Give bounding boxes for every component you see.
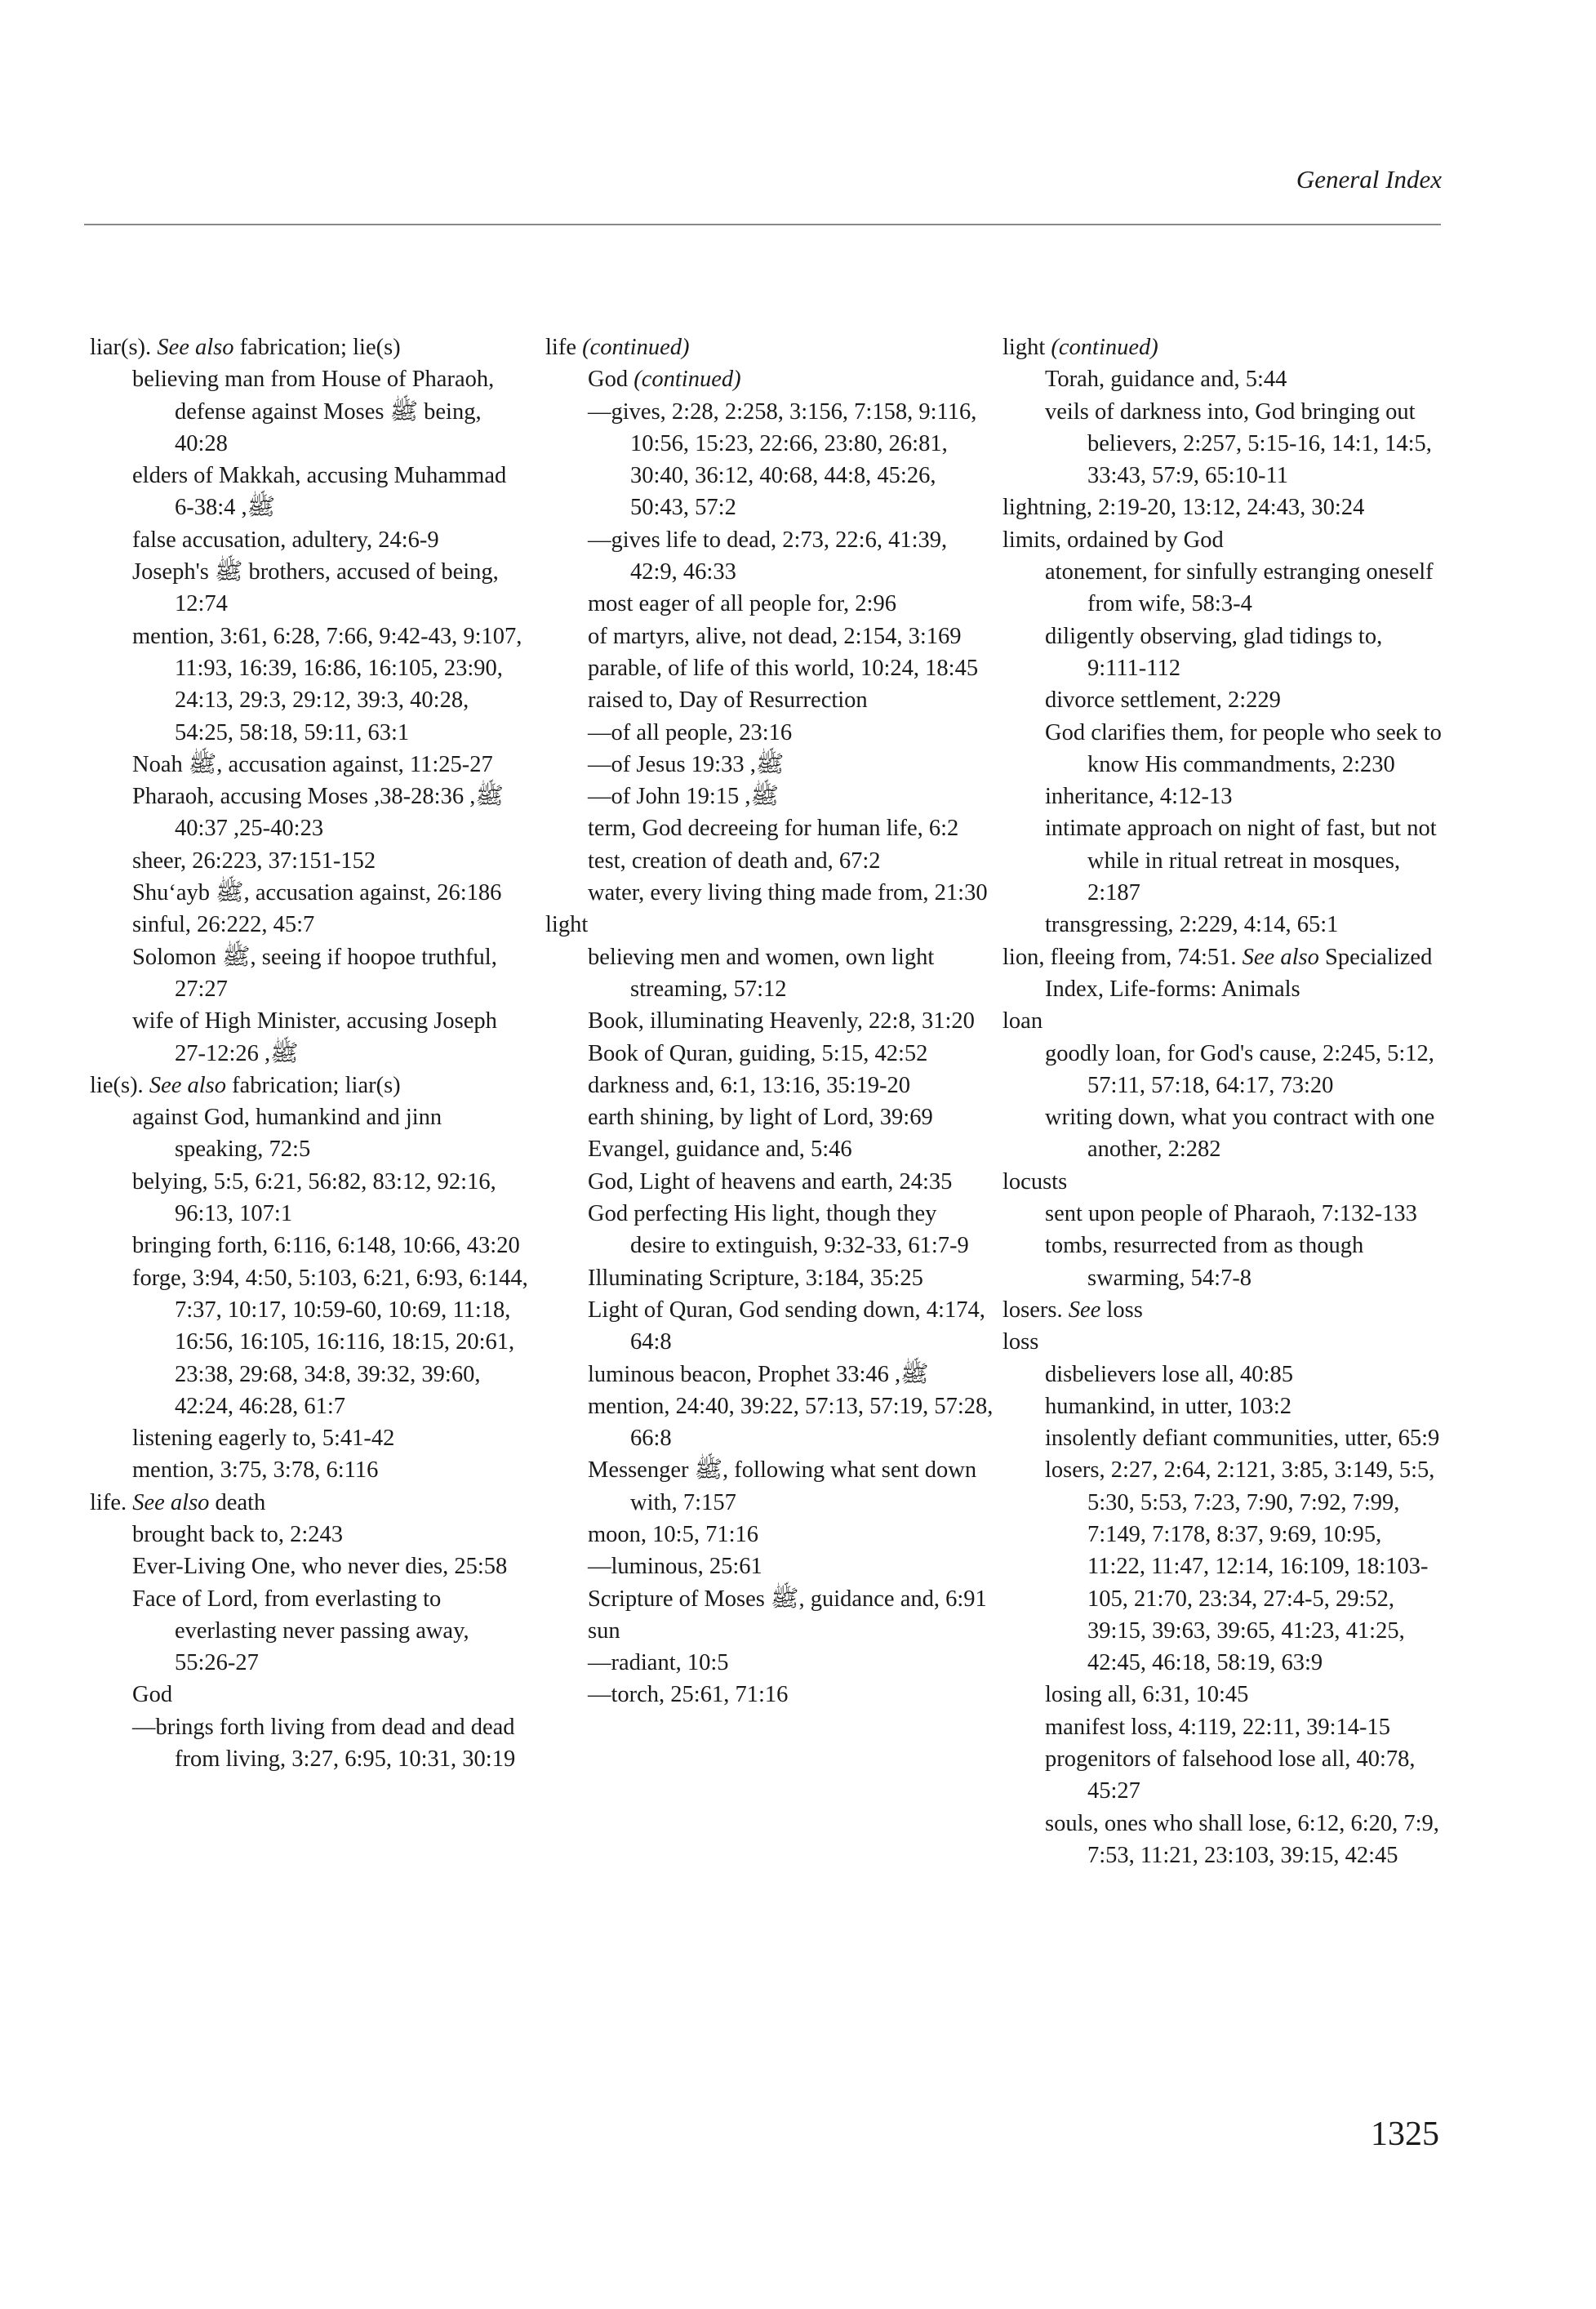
- index-subentry: [132, 1519, 531, 1550]
- index-heading: [1003, 1326, 1443, 1358]
- entry-text: darkness and, 6:1, 13:16, 35:19-20: [588, 1072, 910, 1098]
- entry-text: loan: [1003, 1008, 1043, 1034]
- entry-text: fabrication; liar(s): [226, 1072, 401, 1098]
- cross-reference-label: See also: [1242, 944, 1319, 970]
- cross-reference-label: (continued): [1051, 335, 1158, 360]
- index-subentry: [588, 845, 996, 877]
- entry-text: against God, humankind and jinn speaking, 72:5: [132, 1105, 442, 1163]
- entry-text: light: [545, 912, 589, 938]
- index-column-1: [90, 331, 531, 1775]
- entry-text: divorce settlement, 2:229: [1045, 687, 1281, 714]
- index-subentry: [132, 1550, 531, 1582]
- index-subentry: [588, 1198, 996, 1262]
- entry-text: losers.: [1003, 1297, 1069, 1323]
- entry-text: loss: [1100, 1297, 1143, 1323]
- index-subentry: [588, 652, 996, 684]
- index-subentry: [132, 1005, 531, 1070]
- index-subentry: [132, 1711, 531, 1776]
- cross-reference-label: (continued): [634, 367, 741, 393]
- cross-reference-label: See also: [132, 1489, 210, 1515]
- index-subentry: [588, 1454, 996, 1519]
- entry-text: Book, illuminating Heavenly, 22:8, 31:20: [588, 1008, 975, 1034]
- index-subentry: [588, 1583, 996, 1615]
- entry-text: God: [588, 367, 634, 393]
- entry-text: disbelievers lose all, 40:85: [1045, 1361, 1293, 1387]
- cross-reference-label: See also: [157, 335, 234, 360]
- entry-text: inheritance, 4:12-13: [1045, 784, 1233, 810]
- index-subentry: [588, 1390, 996, 1455]
- index-heading: [1003, 1166, 1443, 1198]
- index-column-2: [545, 331, 996, 1711]
- index-subentry: [588, 524, 996, 589]
- entry-text: God perfecting His light, though they desire to extinguish, 9:32-33, 61:7-9: [588, 1201, 969, 1259]
- entry-text: Messenger ﷺ, following what sent down with, 7:157: [588, 1457, 977, 1515]
- index-subentry: [1045, 1390, 1443, 1422]
- index-subentry: [588, 1647, 996, 1679]
- entry-text: lie(s).: [90, 1072, 149, 1098]
- index-heading: [1003, 331, 1443, 363]
- entry-text: manifest loss, 4:119, 22:11, 39:14-15: [1045, 1714, 1390, 1740]
- entry-text: lion, fleeing from, 74:51.: [1003, 944, 1243, 970]
- entry-text: wife of High Minister, accusing Joseph ﷺ, 12:26-27: [132, 1008, 497, 1066]
- entry-text: Face of Lord, from everlasting to everlasting never passing away, 55:26-27: [132, 1586, 469, 1676]
- entry-text: progenitors of falsehood lose all, 40:78, 45:27: [1045, 1746, 1416, 1804]
- index-subentry: [588, 1133, 996, 1165]
- entry-text: belying, 5:5, 6:21, 56:82, 83:12, 92:16, 96:13, 107:1: [132, 1168, 496, 1227]
- entry-text: goodly loan, for God's cause, 2:245, 5:12, 57:11, 57:18, 64:17, 73:20: [1045, 1040, 1434, 1098]
- index-subentry: [132, 781, 531, 845]
- entry-text: luminous beacon, Prophet ﷺ, 33:46: [588, 1361, 929, 1387]
- entry-text: brought back to, 2:243: [132, 1521, 344, 1547]
- entry-text: life: [545, 335, 583, 360]
- index-subentry: [588, 1519, 996, 1550]
- entry-text: most eager of all people for, 2:96: [588, 591, 896, 617]
- entry-text: Scripture of Moses ﷺ, guidance and, 6:91: [588, 1586, 987, 1612]
- index-subentry: [588, 1294, 996, 1359]
- entry-text: life.: [90, 1489, 133, 1515]
- index-subentry: [1045, 396, 1443, 492]
- index-subentry: [132, 363, 531, 460]
- index-subentry: [132, 1262, 531, 1422]
- cross-reference-label: (continued): [582, 335, 690, 360]
- entry-text: —gives, 2:28, 2:258, 3:156, 7:158, 9:116, 10:56, 15:23, 22:66, 23:80, 26:81, 30:40, 36:12, 40:68, 44:8, 45:26, 50:43, 57:2: [588, 398, 977, 521]
- entry-text: insolently defiant communities, utter, 65:9: [1045, 1426, 1440, 1452]
- index-heading: [1003, 941, 1443, 1006]
- entry-text: mention, 3:75, 3:78, 6:116: [132, 1457, 379, 1484]
- entry-text: —of Jesus ﷺ, 19:33: [588, 751, 785, 777]
- index-subentry: [1045, 781, 1443, 812]
- entry-text: death: [209, 1489, 266, 1515]
- index-subentry: [588, 1550, 996, 1582]
- index-heading: [90, 1070, 531, 1101]
- entry-text: raised to, Day of Resurrection: [588, 687, 868, 714]
- entry-text: elders of Makkah, accusing Muhammad ﷺ, 38:4-6: [132, 463, 507, 521]
- entry-text: —radiant, 10:5: [588, 1650, 729, 1676]
- cross-reference-label: See: [1068, 1297, 1101, 1323]
- index-heading: [1003, 1294, 1443, 1326]
- index-subentry: [132, 1230, 531, 1261]
- entry-text: —gives life to dead, 2:73, 22:6, 41:39, 42:9, 46:33: [588, 527, 948, 585]
- entry-text: Evangel, guidance and, 5:46: [588, 1137, 852, 1163]
- index-subentry: [588, 1615, 996, 1647]
- index-subentry: [588, 749, 996, 781]
- entry-text: veils of darkness into, God bringing out believers, 2:257, 5:15-16, 14:1, 14:5, 33:43, 57:9, 65:10-11: [1045, 398, 1432, 489]
- index-subentry: [1045, 717, 1443, 781]
- index-subentry: [132, 909, 531, 941]
- index-heading: [1003, 1005, 1443, 1037]
- entry-text: fabrication; lie(s): [233, 335, 401, 360]
- index-subentry: [132, 1422, 531, 1454]
- entry-text: sheer, 26:223, 37:151-152: [132, 848, 376, 874]
- index-subentry: [132, 621, 531, 749]
- index-subentry: [588, 1679, 996, 1711]
- index-subentry: [588, 363, 996, 395]
- entry-text: bringing forth, 6:116, 6:148, 10:66, 43:20: [132, 1233, 520, 1259]
- entry-text: moon, 10:5, 71:16: [588, 1521, 759, 1547]
- entry-text: test, creation of death and, 67:2: [588, 848, 881, 874]
- entry-text: earth shining, by light of Lord, 39:69: [588, 1105, 933, 1131]
- index-subentry: [1045, 556, 1443, 621]
- entry-text: light: [1003, 335, 1051, 360]
- entry-text: God, Light of heavens and earth, 24:35: [588, 1168, 953, 1195]
- entry-text: —brings forth living from dead and dead from living, 3:27, 6:95, 10:31, 30:19: [132, 1714, 516, 1773]
- index-subentry: [1045, 1679, 1443, 1711]
- entry-text: parable, of life of this world, 10:24, 18:45: [588, 655, 979, 681]
- index-subentry: [1045, 812, 1443, 909]
- index-subentry: [588, 396, 996, 524]
- entry-text: mention, 24:40, 39:22, 57:13, 57:19, 57:28, 66:8: [588, 1393, 994, 1452]
- index-subentry: [1045, 1359, 1443, 1390]
- entry-text: limits, ordained by God: [1003, 527, 1224, 553]
- entry-text: believing men and women, own light streaming, 57:12: [588, 944, 935, 1002]
- index-subentry: [588, 1166, 996, 1198]
- index-subentry: [1045, 1454, 1443, 1679]
- index-subentry: [588, 1359, 996, 1390]
- index-subentry: [588, 588, 996, 620]
- entry-text: transgressing, 2:229, 4:14, 65:1: [1045, 912, 1339, 938]
- index-subentry: [588, 1101, 996, 1133]
- entry-text: Torah, guidance and, 5:44: [1045, 367, 1287, 393]
- entry-text: Light of Quran, God sending down, 4:174, 64:8: [588, 1297, 985, 1355]
- index-subentry: [588, 1005, 996, 1037]
- index-subentry: [588, 1070, 996, 1101]
- index-heading: [90, 331, 531, 363]
- index-subentry: [1045, 1808, 1443, 1872]
- entry-text: Book of Quran, guiding, 5:15, 42:52: [588, 1040, 928, 1066]
- entry-text: loss: [1003, 1329, 1039, 1355]
- entry-text: —of John ﷺ, 19:15: [588, 784, 779, 810]
- index-subentry: [1045, 1101, 1443, 1166]
- entry-text: Pharaoh, accusing Moses ﷺ, 28:36-38, 40:23-25, 40:37: [132, 784, 504, 842]
- index-column-3: [1003, 331, 1443, 1871]
- entry-text: listening eagerly to, 5:41-42: [132, 1426, 395, 1452]
- index-subentry: [588, 781, 996, 812]
- index-subentry: [588, 717, 996, 749]
- entry-text: tombs, resurrected from as though swarming, 54:7-8: [1045, 1233, 1364, 1291]
- entry-text: forge, 3:94, 4:50, 5:103, 6:21, 6:93, 6:144, 7:37, 10:17, 10:59-60, 10:69, 11:18, 16:56, 16:105, 16:116, 18:15, 20:61, 23:38, 29:68, 34:8, 39:32, 39:60, 42:24, 46:28, 61:7: [132, 1265, 528, 1419]
- index-subentry: [132, 524, 531, 556]
- entry-text: atonement, for sinfully estranging oneself from wife, 58:3-4: [1045, 559, 1434, 617]
- index-subentry: [132, 556, 531, 621]
- entry-text: liar(s).: [90, 335, 158, 360]
- entry-text: sun: [588, 1617, 620, 1644]
- index-heading: [545, 909, 996, 941]
- index-subentry: [132, 1583, 531, 1679]
- header-divider: [84, 224, 1441, 225]
- entry-text: term, God decreeing for human life, 6:2: [588, 816, 959, 842]
- index-subentry: [588, 941, 996, 1006]
- index-subentry: [1045, 1711, 1443, 1743]
- entry-text: lightning, 2:19-20, 13:12, 24:43, 30:24: [1003, 495, 1365, 521]
- index-subentry: [588, 812, 996, 844]
- entry-text: —torch, 25:61, 71:16: [588, 1682, 789, 1708]
- index-subentry: [1045, 363, 1443, 395]
- entry-text: mention, 3:61, 6:28, 7:66, 9:42-43, 9:107, 11:93, 16:39, 16:86, 16:105, 23:90, 24:13, 29:3, 29:12, 39:3, 40:28, 54:25, 58:18, 59:11, 63:1: [132, 623, 522, 745]
- index-subentry: [132, 1454, 531, 1486]
- entry-text: —luminous, 25:61: [588, 1554, 762, 1580]
- index-subentry: [1045, 684, 1443, 716]
- entry-text: intimate approach on night of fast, but not while in ritual retreat in mosques, 2:187: [1045, 816, 1437, 906]
- index-subentry: [588, 877, 996, 909]
- index-subentry: [1045, 621, 1443, 685]
- index-subentry: [1045, 1422, 1443, 1454]
- index-subentry: [132, 1679, 531, 1711]
- index-subentry: [132, 845, 531, 877]
- index-subentry: [588, 1038, 996, 1070]
- index-subentry: [1045, 909, 1443, 941]
- page-number: 1325: [1371, 2115, 1439, 2153]
- entry-text: writing down, what you contract with one another, 2:282: [1045, 1105, 1435, 1163]
- entry-text: losing all, 6:31, 10:45: [1045, 1682, 1249, 1708]
- index-subentry: [588, 621, 996, 652]
- index-subentry: [132, 877, 531, 909]
- entry-text: sent upon people of Pharaoh, 7:132-133: [1045, 1201, 1417, 1227]
- index-subentry: [1045, 1198, 1443, 1230]
- entry-text: God clarifies them, for people who seek to know His commandments, 2:230: [1045, 719, 1442, 777]
- entry-text: Shu‘ayb ﷺ, accusation against, 26:186: [132, 880, 502, 906]
- entry-text: diligently observing, glad tidings to, 9:111-112: [1045, 623, 1383, 681]
- index-subentry: [1045, 1743, 1443, 1808]
- index-subentry: [132, 941, 531, 1006]
- index-subentry: [588, 684, 996, 716]
- entry-text: locusts: [1003, 1168, 1068, 1195]
- entry-text: Joseph's ﷺ brothers, accused of being, 12:74: [132, 559, 499, 617]
- index-heading: [545, 331, 996, 363]
- index-subentry: [1045, 1038, 1443, 1102]
- cross-reference-label: See also: [149, 1072, 226, 1098]
- entry-text: God: [132, 1682, 173, 1708]
- index-subentry: [1045, 1230, 1443, 1294]
- entry-text: —of all people, 23:16: [588, 719, 793, 745]
- index-subentry: [132, 1101, 531, 1166]
- entry-text: losers, 2:27, 2:64, 2:121, 3:85, 3:149, 5:5, 5:30, 5:53, 7:23, 7:90, 7:92, 7:99, 7:149, 7:178, 8:37, 9:69, 10:95, 11:22, 11:47, 12:14, 16:109, 18:103-105, 21:70, 23:34, 27:4-5, 29:52, 39:15, 39:63, 39:65, 41:23, 41:25, 42:45, 46:18, 58:19, 63:9: [1045, 1457, 1435, 1676]
- entry-text: sinful, 26:222, 45:7: [132, 912, 315, 938]
- index-heading: [90, 1487, 531, 1519]
- entry-text: false accusation, adultery, 24:6-9: [132, 527, 439, 553]
- index-subentry: [588, 1262, 996, 1294]
- index-subentry: [132, 749, 531, 781]
- entry-text: Illuminating Scripture, 3:184, 35:25: [588, 1265, 923, 1291]
- running-header-title: General Index: [1296, 165, 1442, 194]
- entry-text: water, every living thing made from, 21:30: [588, 880, 988, 906]
- entry-text: of martyrs, alive, not dead, 2:154, 3:169: [588, 623, 962, 649]
- entry-text: souls, ones who shall lose, 6:12, 6:20, 7:9, 7:53, 11:21, 23:103, 39:15, 42:45: [1045, 1810, 1439, 1868]
- index-heading: [1003, 492, 1443, 523]
- entry-text: Solomon ﷺ, seeing if hoopoe truthful, 27:27: [132, 944, 497, 1002]
- entry-text: Specialized Index, Life-forms: Animals: [1045, 944, 1433, 1002]
- entry-text: Ever-Living One, who never dies, 25:58: [132, 1554, 508, 1580]
- index-subentry: [132, 460, 531, 524]
- entry-text: Noah ﷺ, accusation against, 11:25-27: [132, 751, 493, 777]
- entry-text: believing man from House of Pharaoh, defense against Moses ﷺ being, 40:28: [132, 367, 495, 456]
- entry-text: humankind, in utter, 103:2: [1045, 1393, 1292, 1419]
- index-subentry: [132, 1166, 531, 1230]
- index-heading: [1003, 524, 1443, 556]
